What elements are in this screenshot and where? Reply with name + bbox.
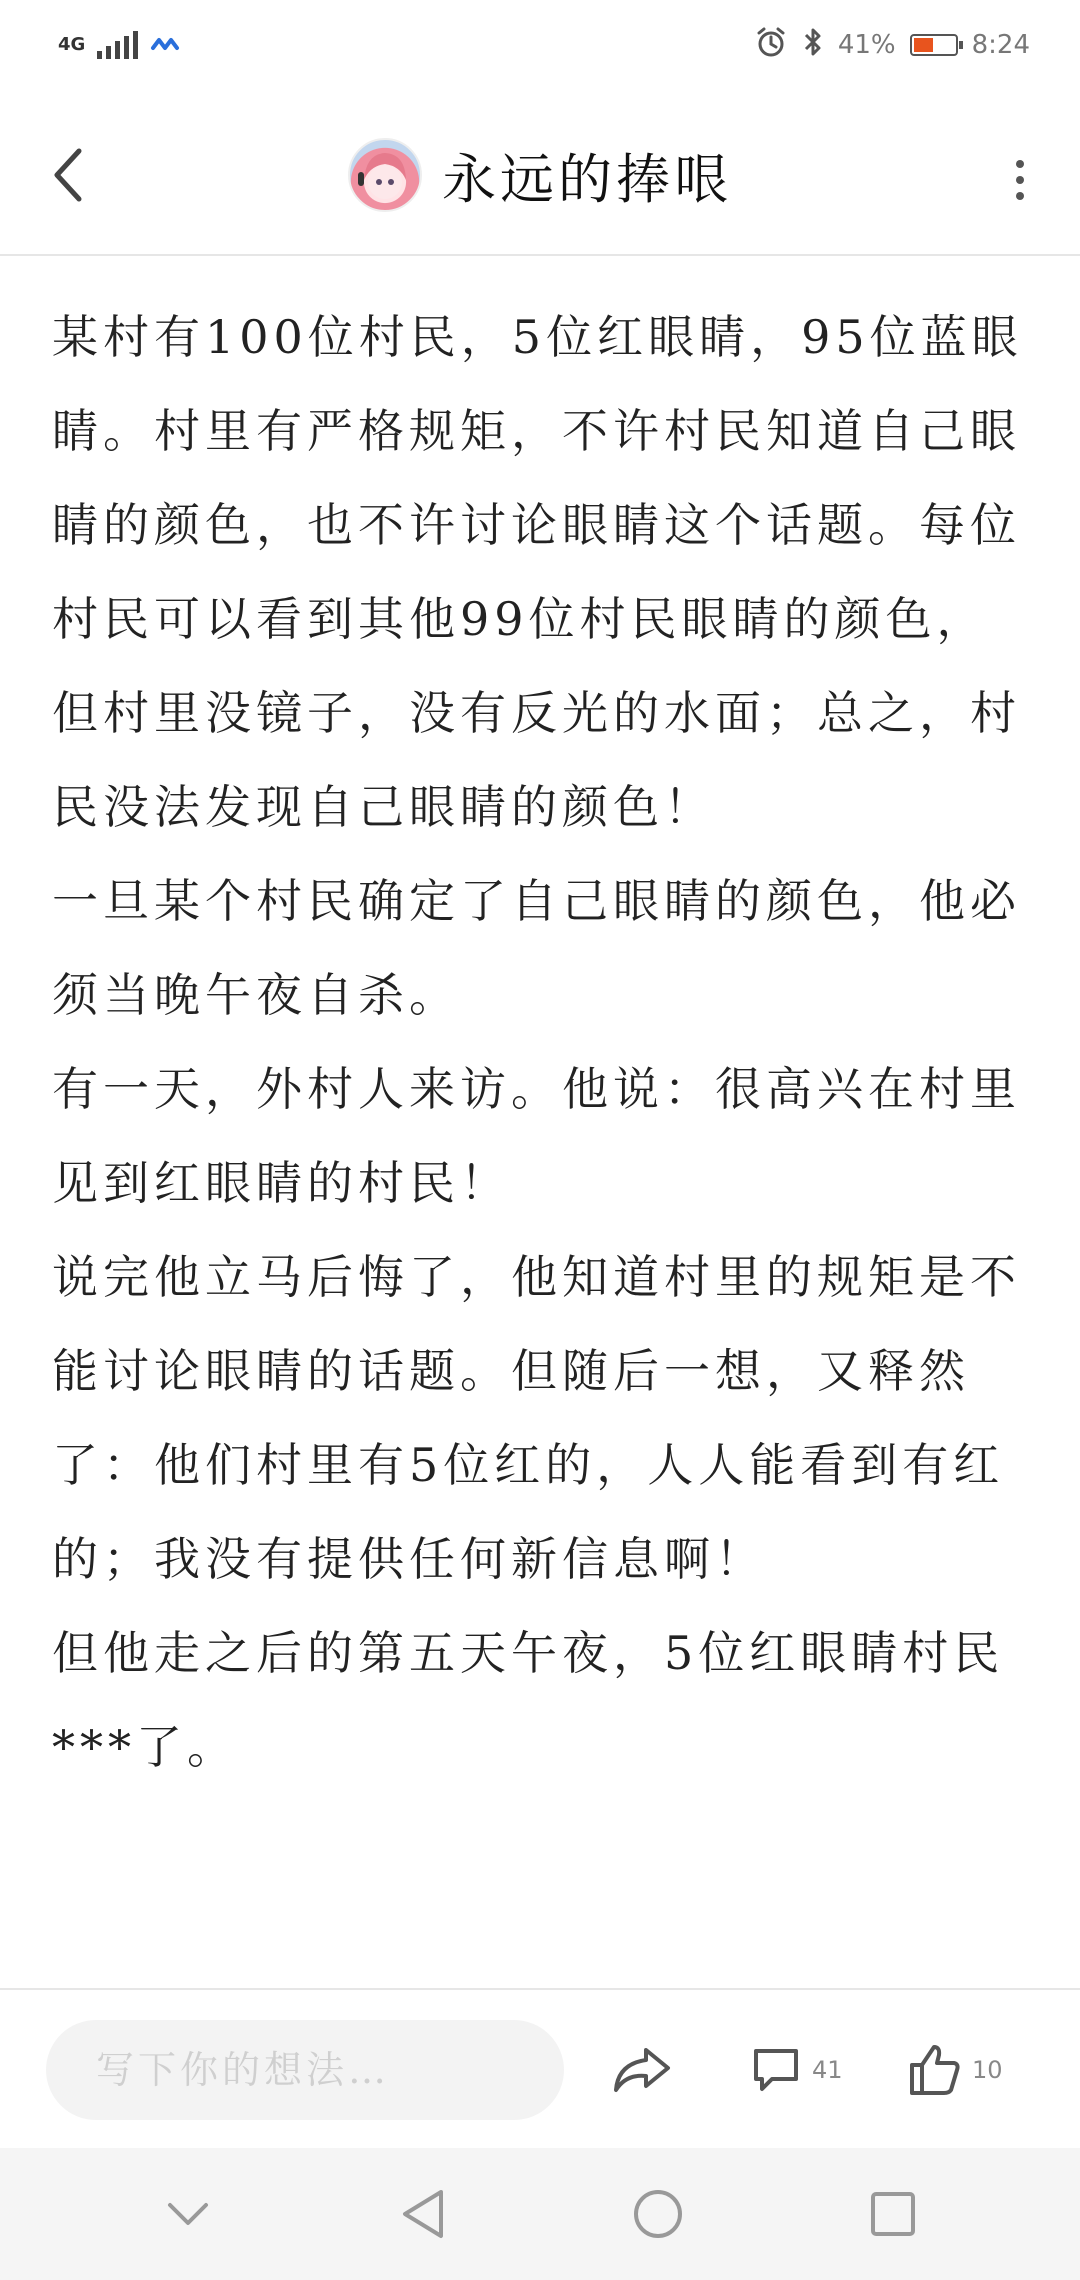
more-options-button[interactable] bbox=[1000, 150, 1040, 210]
bottom-action-bar bbox=[0, 1988, 1080, 2148]
nav-home-button[interactable] bbox=[618, 2174, 698, 2254]
status-bar bbox=[0, 0, 1080, 90]
like-count: 10 bbox=[972, 2056, 1003, 2084]
status-time: 8:24 bbox=[971, 30, 1030, 60]
comment-button[interactable] bbox=[750, 2030, 843, 2110]
title-group bbox=[0, 132, 1080, 218]
chevron-down-icon bbox=[166, 2201, 210, 2227]
comment-input[interactable] bbox=[46, 2020, 564, 2120]
status-right bbox=[754, 25, 1030, 66]
network-type: 4G bbox=[58, 34, 86, 55]
square-recents-icon bbox=[869, 2190, 917, 2238]
avatar[interactable] bbox=[348, 138, 422, 212]
system-navigation-bar bbox=[0, 2148, 1080, 2280]
cloud-icon bbox=[150, 34, 180, 56]
nav-collapse-button[interactable] bbox=[148, 2174, 228, 2254]
like-button[interactable] bbox=[906, 2030, 1003, 2110]
post-paragraph: 一旦某个村民确定了自己眼睛的颜色，他必须当晚午夜自杀。 bbox=[52, 874, 1021, 1022]
post-paragraph: 有一天，外村人来访。他说：很高兴在村里见到红眼睛的村民！ bbox=[52, 1062, 1021, 1210]
comment-icon bbox=[750, 2045, 802, 2095]
post-paragraph: 某村有100位村民，5位红眼睛，95位蓝眼睛。村里有严格规矩，不许村民知道自己眼睛的颜色，也不许讨论眼睛这个话题。每位村民可以看到其他99位村民眼睛的颜色，但村里没镜子，没有反光的水面；总之，村民没法发现自己眼睛的颜色！ bbox=[52, 310, 1023, 834]
share-button[interactable] bbox=[612, 2030, 672, 2110]
signal-icon bbox=[97, 31, 138, 59]
post-paragraph: 但他走之后的第五天午夜，5位红眼睛村民***了。 bbox=[52, 1626, 1005, 1774]
status-left bbox=[58, 31, 180, 59]
more-vertical-icon bbox=[1016, 160, 1024, 168]
nav-back-button[interactable] bbox=[383, 2174, 463, 2254]
post-content bbox=[52, 290, 1032, 1980]
bluetooth-icon bbox=[802, 25, 824, 66]
alarm-icon bbox=[754, 25, 788, 66]
battery-icon bbox=[910, 34, 958, 56]
comment-count: 41 bbox=[812, 2056, 843, 2084]
triangle-back-icon bbox=[399, 2188, 447, 2240]
page-title: 永远的捧哏 bbox=[442, 147, 732, 211]
nav-recents-button[interactable] bbox=[853, 2174, 933, 2254]
share-icon bbox=[612, 2044, 672, 2096]
circle-home-icon bbox=[632, 2188, 684, 2240]
post-paragraph: 说完他立马后悔了，他知道村里的规矩是不能讨论眼睛的话题。但随后一想，又释然了：他们村里有5位红的，人人能看到有红的；我没有提供任何新信息啊！ bbox=[52, 1250, 1021, 1586]
battery-percent: 41% bbox=[837, 30, 896, 60]
thumbs-up-icon bbox=[906, 2043, 962, 2097]
top-app-bar bbox=[0, 90, 1080, 256]
